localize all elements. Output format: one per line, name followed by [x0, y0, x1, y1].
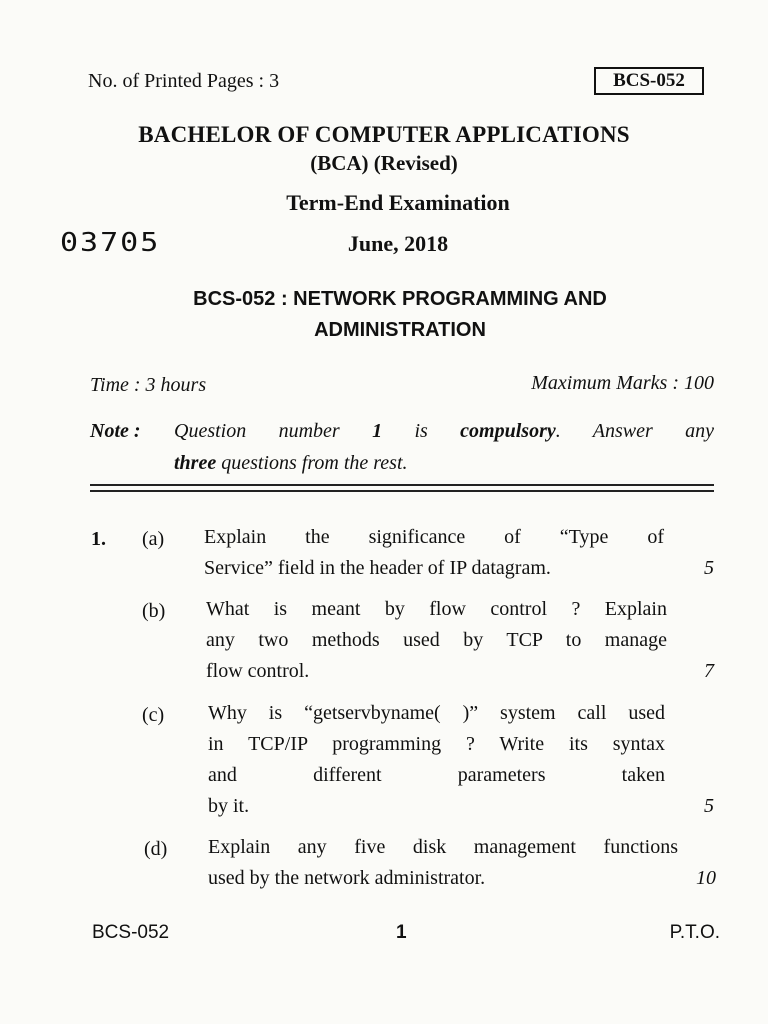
question-number: 1.: [91, 528, 106, 550]
part-b-line3: flow control.: [206, 660, 310, 682]
part-c-line3: and different parameters taken: [208, 764, 665, 786]
note-line1: [174, 420, 714, 443]
part-d-line2: used by the network administrator.: [208, 867, 486, 889]
part-label-c: (c): [142, 704, 165, 726]
maximum-marks: Maximum Marks : 100: [531, 372, 714, 394]
course-title-line1: BCS-052 : NETWORK PROGRAMMING AND: [193, 288, 607, 310]
part-a-line1: Explain the significance of “Type of: [204, 526, 664, 548]
part-c-line1: Why is “getservbyname( )” system call used: [208, 702, 665, 724]
note-compulsory: compulsory: [460, 420, 556, 442]
part-c-line2: in TCP/IP programming ? Write its syntax: [208, 733, 665, 755]
footer-pto: P.T.O.: [669, 922, 720, 943]
part-c-marks: 5: [704, 795, 714, 817]
note-three: three: [174, 452, 217, 474]
note-question-number: 1: [372, 420, 383, 442]
note-text-segment: . Answer any: [555, 420, 714, 442]
part-label-b: (b): [142, 600, 166, 622]
part-a-line2: Service” field in the header of IP datagram.: [204, 557, 551, 579]
part-b-line2: any two methods used by TCP to manage: [206, 629, 667, 651]
divider-line-top: [90, 484, 714, 486]
part-d-marks: 10: [696, 867, 716, 889]
footer-course-code: BCS-052: [92, 922, 170, 943]
footer-page-number: 1: [396, 922, 407, 943]
part-c-line4: by it.: [208, 795, 250, 817]
note-text-segment: Question number: [174, 420, 373, 442]
part-b-line1: What is meant by flow control ? Explain: [206, 598, 667, 620]
exam-title: Term-End Examination: [286, 190, 510, 215]
note-text-segment: questions from the rest.: [216, 452, 408, 474]
part-label-d: (d): [144, 838, 168, 860]
exam-date: June, 2018: [347, 231, 449, 256]
serial-number: 03705: [60, 228, 161, 258]
note-text-segment: is: [382, 420, 461, 442]
programme-title: BACHELOR OF COMPUTER APPLICATIONS: [138, 122, 630, 147]
divider-line-bottom: [90, 490, 714, 492]
course-title-line2: ADMINISTRATION: [314, 319, 486, 341]
printed-pages-count: No. of Printed Pages : 3: [88, 70, 280, 92]
exam-time: Time : 3 hours: [90, 374, 207, 396]
note-label: Note :: [90, 420, 141, 442]
programme-subtitle: (BCA) (Revised): [310, 151, 458, 175]
note-line2: [174, 452, 408, 475]
part-d-line1: Explain any five disk management functions: [208, 836, 678, 858]
part-a-marks: 5: [704, 557, 714, 579]
part-label-a: (a): [142, 528, 165, 550]
course-code-box: BCS-052: [594, 67, 704, 95]
part-b-marks: 7: [704, 660, 714, 682]
